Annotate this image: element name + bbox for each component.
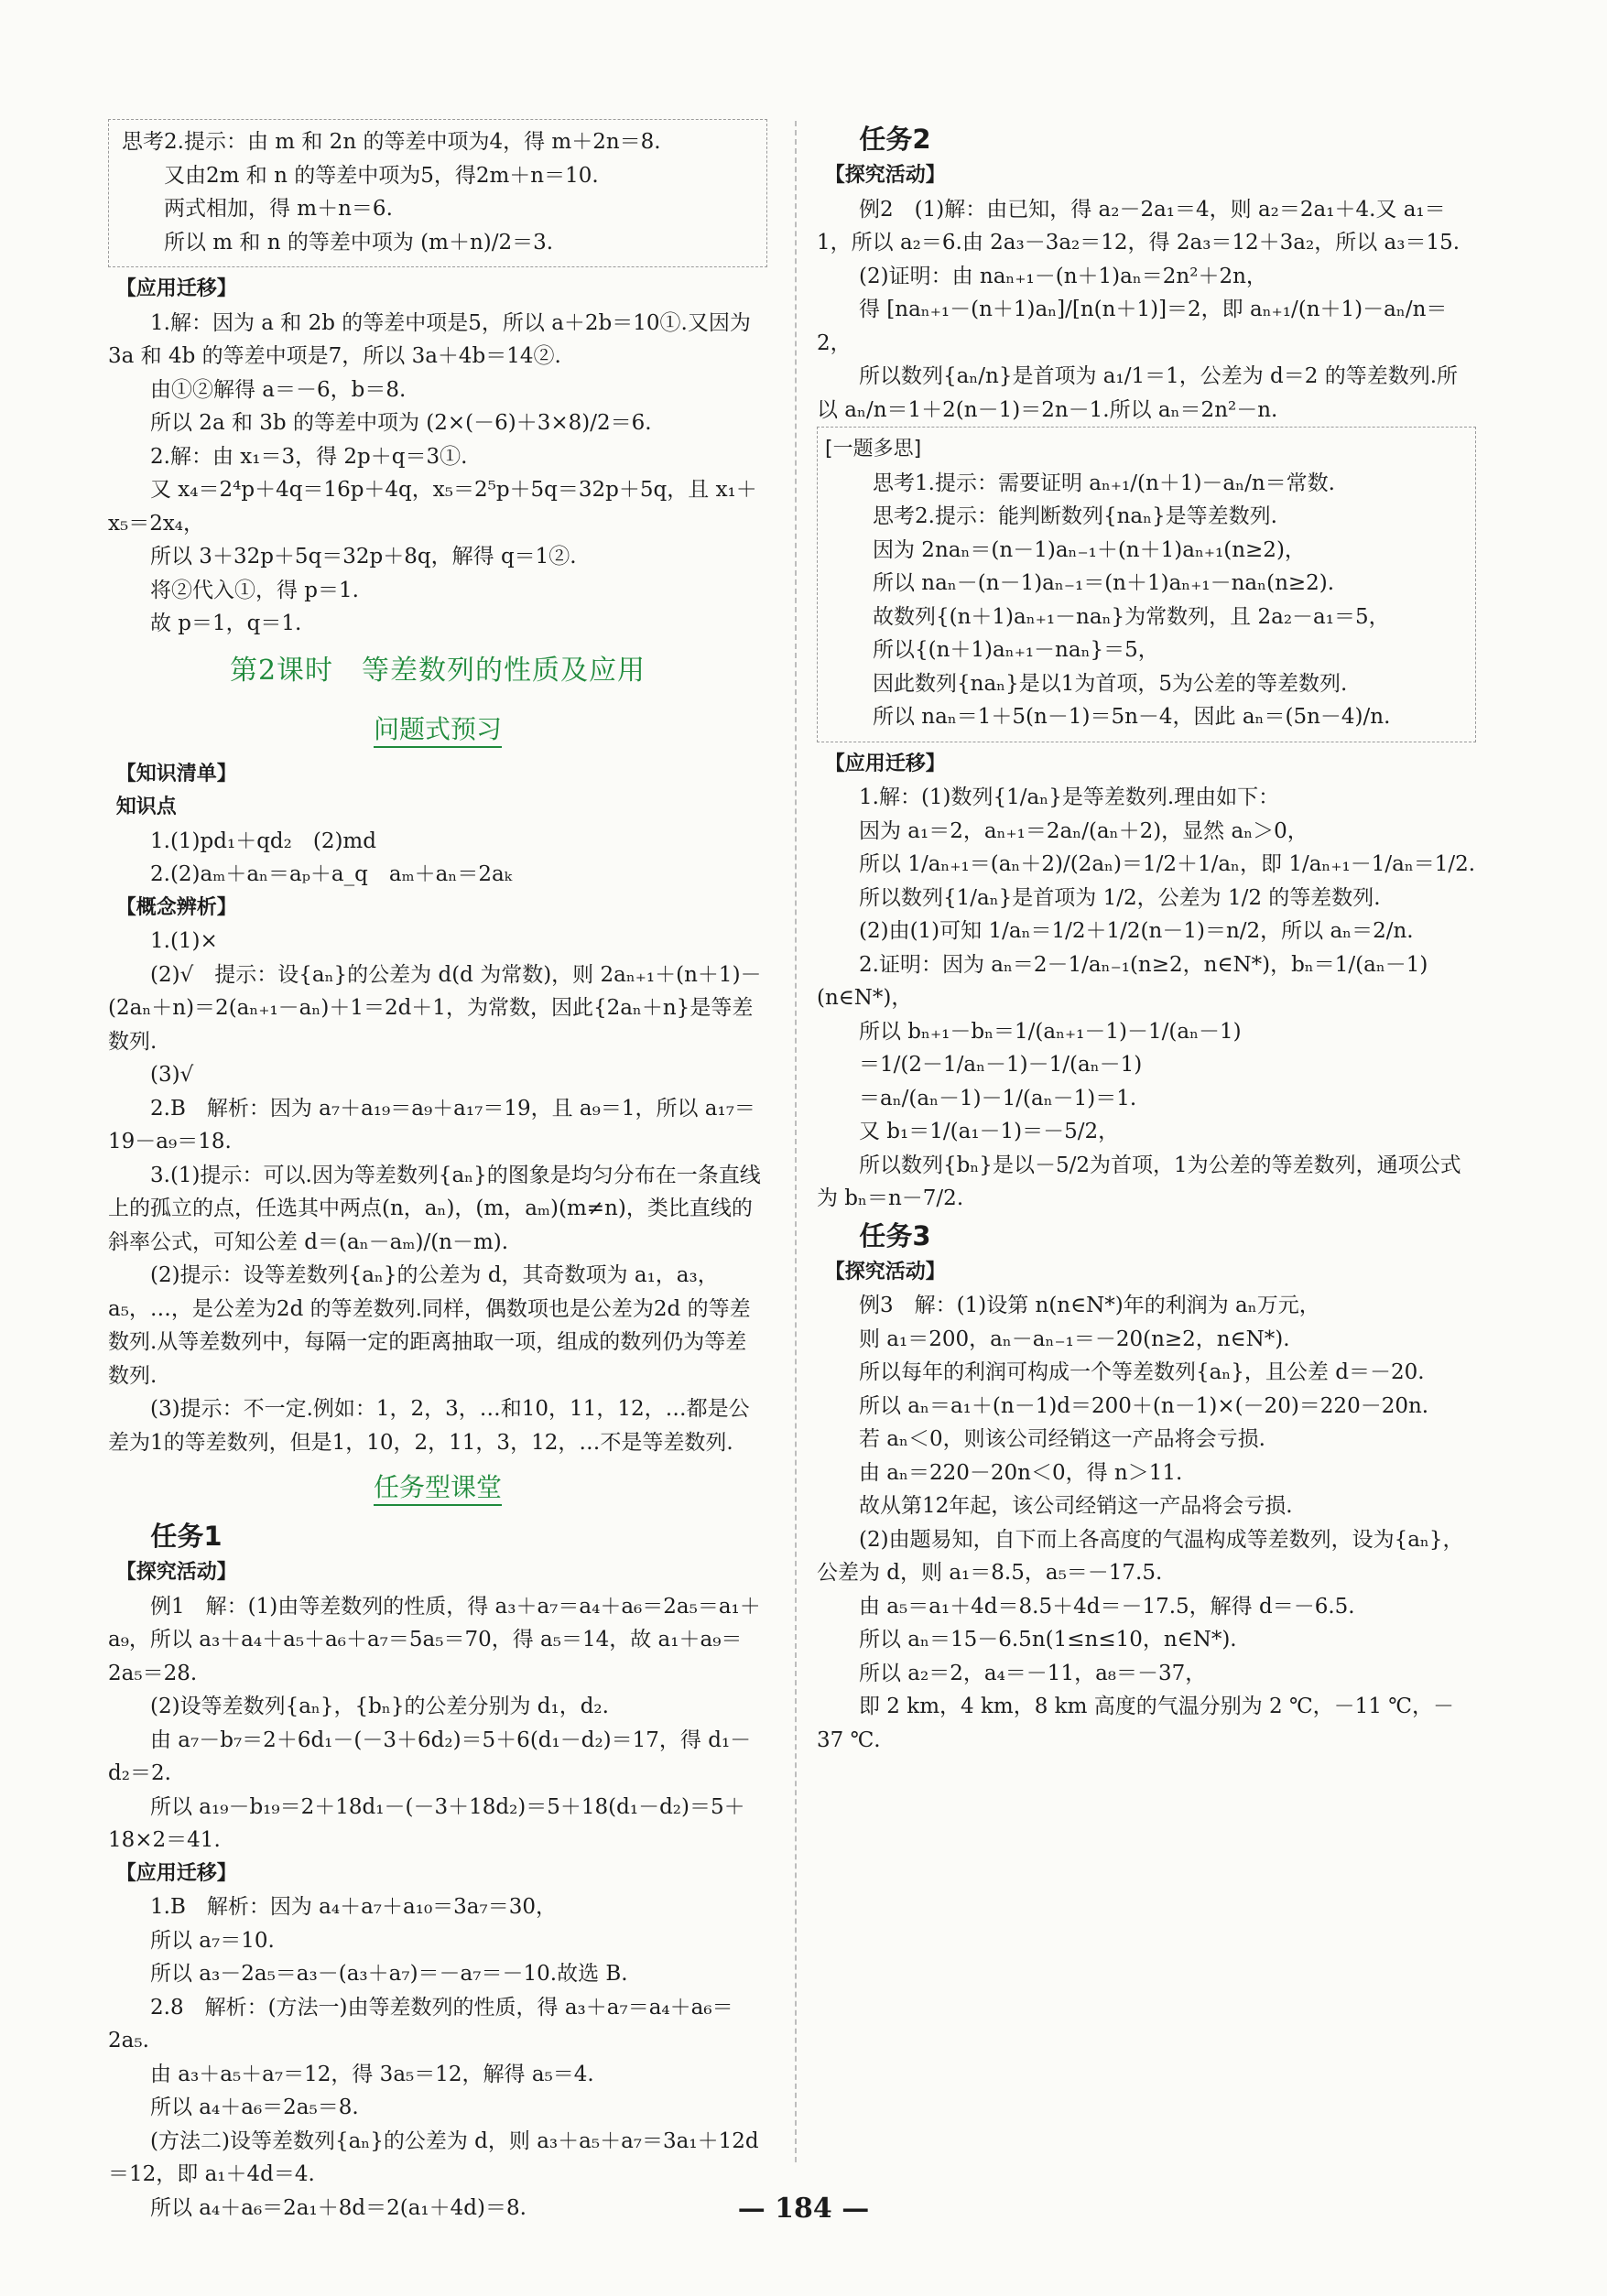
box-line: 所以 naₙ＝1＋5(n－1)＝5n－4，因此 aₙ＝(5n－4)/n.: [873, 705, 1391, 729]
box-line: 思考1.提示：需要证明 aₙ₊₁/(n＋1)－aₙ/n＝常数.: [873, 471, 1335, 495]
text-line: 所以 a₁₉－b₁₉＝2＋18d₁－(－3＋18d₂)＝5＋18(d₁－d₂)＝5＋18×2＝41.: [108, 1794, 745, 1852]
text-line: 1.(1)pd₁＋qd₂ (2)md: [150, 829, 376, 853]
text-line: 所以 bₙ₊₁－bₙ＝1/(aₙ₊₁－1)－1/(aₙ－1): [859, 1019, 1242, 1044]
classroom-title: [108, 1459, 767, 1516]
text-line: 所以 a₄＋a₆＝2a₁＋8d＝2(a₁＋4d)＝8.: [150, 2195, 527, 2220]
text-line: 2.(2)aₘ＋aₙ＝aₚ＋a_q aₘ＋aₙ＝2aₖ: [150, 862, 513, 886]
text-line: ＝aₙ/(aₙ－1)－1/(aₙ－1)＝1.: [859, 1086, 1137, 1110]
text-line: (2)由(1)可知 1/aₙ＝1/2＋1/2(n－1)＝n/2，所以 aₙ＝2/n.: [859, 919, 1414, 943]
text-line: 所以 a₃－2a₅＝a₃－(a₃＋a₇)＝－a₇＝－10.故选 B.: [150, 1962, 628, 1986]
text-line: 则 a₁＝200，aₙ－aₙ₋₁＝－20(n≥2，n∈N*).: [859, 1327, 1290, 1351]
text-line: 得 [naₙ₊₁－(n＋1)aₙ]/[n(n＋1)]＝2，即 aₙ₊₁/(n＋1)－aₙ/n＝2，: [817, 298, 1448, 355]
preview-title: [108, 701, 767, 758]
left-column: [108, 119, 767, 2225]
section-header: 【探究活动】: [115, 1561, 237, 1584]
text-line: 1.B 解析：因为 a₄＋a₇＋a₁₀＝3a₇＝30，: [150, 1895, 558, 1919]
right-column: [817, 119, 1476, 1757]
text-line: (2)提示：设等差数列{aₙ}的公差为 d，其奇数项为 a₁，a₃，a₅，…，是公差为2d 的等差数列.同样，偶数项也是公差为2d 的等差数列.从等差数列中，每隔一定的距离抽取一项，组成的数列仍为等差数列.: [108, 1263, 751, 1388]
text-line: 所以数列{1/aₙ}是首项为 1/2，公差为 1/2 的等差数列.: [859, 885, 1381, 910]
text-line: ＝1/(2－1/aₙ－1)－1/(aₙ－1): [859, 1053, 1143, 1077]
text-line: (2)√ 提示：设{aₙ}的公差为 d(d 为常数)，则 2aₙ₊₁＋(n＋1)－(2aₙ＋n)＝2(aₙ₊₁－aₙ)＋1＝2d＋1，为常数，因此{2aₙ＋n}是等差数列.: [108, 962, 762, 1054]
text-line: 所以 a₄＋a₆＝2a₅＝8.: [150, 2096, 359, 2119]
box-line: 所以 m 和 n 的等差中项为 (m＋n)/2＝3.: [164, 230, 554, 255]
text-line: 由①②解得 a＝－6，b＝8.: [150, 377, 407, 402]
text-line: 1.解：(1)数列{1/aₙ}是等差数列.理由如下：: [859, 785, 1280, 809]
task-title: 任务2: [859, 124, 931, 155]
section-header: 【探究活动】: [824, 164, 946, 187]
text-line: 2.证明：因为 aₙ＝2－1/aₙ₋₁(n≥2，n∈N*)，bₙ＝1/(aₙ－1)(n∈N*)，: [817, 952, 1428, 1010]
text-line: 由 a₅＝a₁＋4d＝8.5＋4d＝－17.5，解得 d＝－6.5.: [859, 1594, 1355, 1619]
text-line: 所以 aₙ＝15－6.5n(1≤n≤10，n∈N*).: [859, 1628, 1237, 1652]
lesson-title: 第2课时 等差数列的性质及应用: [229, 654, 646, 687]
task-title: 任务3: [859, 1219, 931, 1251]
section-header: 【应用迁移】: [115, 1861, 237, 1885]
multi-think-box: [817, 427, 1476, 742]
task-title: 任务1: [150, 1521, 223, 1552]
text-line: 例2 (1)解：由已知，得 a₂－2a₁＝4，则 a₂＝2a₁＋4.又 a₁＝1，所以 a₂＝6.由 2a₃－3a₂＝12，得 2a₃＝12＋3a₂，所以 a₃＝15.: [817, 197, 1460, 255]
box-tag: [一题多思]: [825, 438, 922, 460]
text-line: 将②代入①，得 p＝1.: [150, 578, 359, 602]
box-line: 所以 naₙ－(n－1)aₙ₋₁＝(n＋1)aₙ₊₁－naₙ(n≥2).: [873, 571, 1335, 595]
classroom-title-text: 任务型课堂: [374, 1472, 502, 1506]
section-header: 【探究活动】: [824, 1260, 946, 1283]
text-line: 所以 a₂＝2，a₄＝－11，a₈＝－37，: [859, 1661, 1207, 1685]
text-line: 所以 1/aₙ₊₁＝(aₙ＋2)/(2aₙ)＝1/2＋1/aₙ，即 1/aₙ₊₁－1/aₙ＝1/2.: [859, 852, 1476, 876]
column-divider: [795, 121, 797, 2162]
text-line: 1.解：因为 a 和 2b 的等差中项是5，所以 a＋2b＝10①.又因为 3a 和 4b 的等差中项是7，所以 3a＋4b＝14②.: [108, 310, 751, 368]
section-header: 【概念辨析】: [115, 895, 237, 919]
text-line: 2.B 解析：因为 a₇＋a₁₉＝a₉＋a₁₇＝19，且 a₉＝1，所以 a₁₇＝19－a₉＝18.: [108, 1096, 755, 1153]
text-line: 即 2 km，4 km，8 km 高度的气温分别为 2 ℃，－11 ℃，－37 ℃.: [817, 1695, 1454, 1752]
box-line: 所以{(n＋1)aₙ₊₁－naₙ}＝5，: [873, 638, 1159, 662]
text-line: 由 a₃＋a₅＋a₇＝12，得 3a₅＝12，解得 a₅＝4.: [150, 2062, 594, 2086]
text-line: (3)提示：不一定.例如：1，2，3，…和10，11，12，…都是公差为1的等差数列，但是1，10，2，11，3，12，…不是等差数列.: [108, 1397, 750, 1455]
text-line: 由 aₙ＝220－20n＜0，得 n＞11.: [859, 1460, 1183, 1485]
text-line: (2)证明：由 naₙ₊₁－(n＋1)aₙ＝2n²＋2n，: [859, 264, 1267, 288]
text-line: 所以 3＋32p＋5q＝32p＋8q，解得 q＝1②.: [150, 545, 577, 569]
box-line: 因为 2naₙ＝(n－1)aₙ₋₁＋(n＋1)aₙ₊₁(n≥2)，: [873, 537, 1306, 562]
text-line: 2.解：由 x₁＝3，得 2p＋q＝3①.: [150, 444, 468, 469]
text-line: 所以 a₇＝10.: [150, 1928, 275, 1953]
subsection-header: 知识点: [115, 796, 177, 818]
text-line: 因为 a₁＝2，aₙ₊₁＝2aₙ/(aₙ＋2)，显然 aₙ＞0，: [859, 818, 1308, 843]
box-line: 故数列{(n＋1)aₙ₊₁－naₙ}为常数列，且 2a₂－a₁＝5，: [873, 604, 1390, 629]
text-line: 所以数列{bₙ}是以－5/2为首项，1为公差的等差数列，通项公式为 bₙ＝n－7/2.: [817, 1153, 1461, 1210]
box-line: 因此数列{naₙ}是以1为首项，5为公差的等差数列.: [873, 671, 1348, 696]
text-line: 由 a₇－b₇＝2＋6d₁－(－3＋6d₂)＝5＋6(d₁－d₂)＝17，得 d₁－d₂＝2.: [108, 1727, 752, 1785]
text-line: 1.(1)×: [150, 929, 218, 953]
text-line: 又 b₁＝1/(a₁－1)＝－5/2，: [859, 1120, 1120, 1143]
text-line: (2)由题易知，自下而上各高度的气温构成等差数列，设为{aₙ}，公差为 d，则 a₁＝8.5，a₅＝－17.5.: [817, 1527, 1464, 1585]
section-header: 【应用迁移】: [115, 277, 237, 300]
text-line: 例3 解：(1)设第 n(n∈N*)年的利润为 aₙ万元，: [859, 1294, 1320, 1317]
text-line: 例1 解：(1)由等差数列的性质，得 a₃＋a₇＝a₄＋a₆＝2a₅＝a₁＋a₉，所以 a₃＋a₄＋a₅＋a₆＋a₇＝5a₅＝70，得 a₅＝14，故 a₁＋a₉＝2a₅＝28.: [108, 1594, 761, 1685]
text-line: (2)设等差数列{aₙ}，{bₙ}的公差分别为 d₁，d₂.: [150, 1695, 609, 1718]
text-line: 所以每年的利润可构成一个等差数列{aₙ}，且公差 d＝－20.: [859, 1360, 1425, 1384]
text-line: 3.(1)提示：可以.因为等差数列{aₙ}的图象是均匀分布在一条直线上的孤立的点，任选其中两点(n，aₙ)，(m，aₘ)(m≠n)，类比直线的斜率公式，可知公差 d＝(aₙ－aₘ)/(n－m).: [108, 1163, 761, 1254]
section-header: 【知识清单】: [115, 762, 237, 785]
box-line: 又由2m 和 n 的等差中项为5，得2m＋n＝10.: [164, 163, 599, 188]
think-box: [108, 119, 767, 267]
text-line: 2.8 解析：(方法一)由等差数列的性质，得 a₃＋a₇＝a₄＋a₆＝2a₅.: [108, 1995, 733, 2052]
text-line: 又 x₄＝2⁴p＋4q＝16p＋4q，x₅＝2⁵p＋5q＝32p＋5q，且 x₁＋x₅＝2x₄，: [108, 478, 757, 536]
page-number: — 184 —: [737, 2193, 870, 2225]
text-line: 故 p＝1，q＝1.: [150, 612, 302, 635]
text-line: 所以数列{aₙ/n}是首项为 a₁/1＝1，公差为 d＝2 的等差数列.所以 aₙ/n＝1＋2(n－1)＝2n－1.所以 aₙ＝2n²－n.: [817, 364, 1459, 422]
section-header: 【应用迁移】: [824, 752, 946, 775]
box-line: 两式相加，得 m＋n＝6.: [164, 197, 393, 221]
text-line: 所以 2a 和 3b 的等差中项为 (2×(－6)＋3×8)/2＝6.: [150, 411, 652, 435]
text-line: (3)√: [150, 1063, 194, 1087]
text-line: 所以 aₙ＝a₁＋(n－1)d＝200＋(n－1)×(－20)＝220－20n.: [859, 1393, 1429, 1418]
box-line: 思考2.提示：能判断数列{naₙ}是等差数列.: [873, 504, 1277, 528]
text-line: 故从第12年起，该公司经销这一产品将会亏损.: [859, 1494, 1293, 1518]
preview-title-text: 问题式预习: [374, 714, 502, 748]
text-line: (方法二)设等差数列{aₙ}的公差为 d，则 a₃＋a₅＋a₇＝3a₁＋12d＝12，即 a₁＋4d＝4.: [108, 2128, 759, 2186]
text-line: 若 aₙ＜0，则该公司经销这一产品将会亏损.: [859, 1427, 1265, 1451]
box-line: 思考2.提示：由 m 和 2n 的等差中项为4，得 m＋2n＝8.: [122, 130, 661, 154]
